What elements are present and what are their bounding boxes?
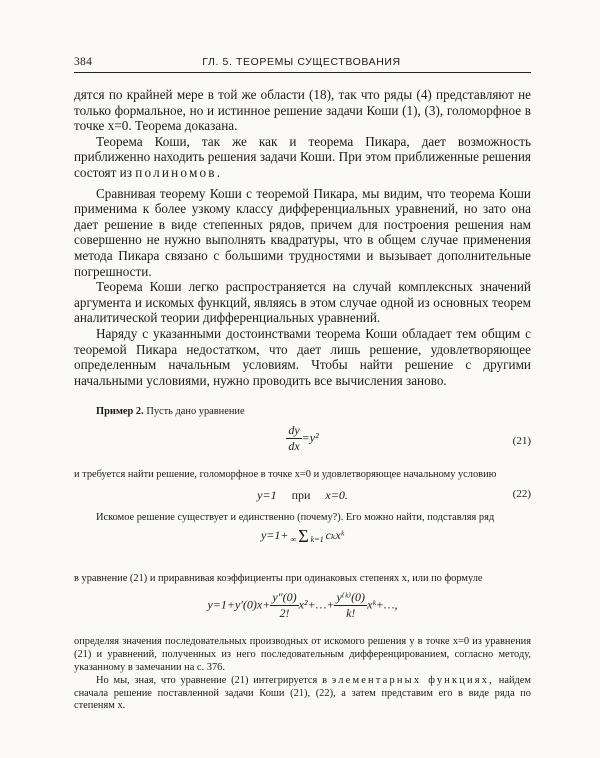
example-text-derivatives: определяя значения последовательных производных от искомого решения y в точке x=0 из уравнения (21) и уравнений, полученных из него последовательным дифференцированием, согласно методу, указанному в замечании на с. 376. [74,635,531,673]
running-header [74,56,531,68]
series-formula: y=1+ ∞ Σ k=1 cₖxᵏ [260,526,345,546]
paragraph-continued: дятся по крайней мере в той же области (18), так что ряды (4) представляют не только формальное, но и истинное решение задачи Коши (1), (3), голоморфное в точке x=0. Теорема доказана. [74,87,531,134]
example-text-condition: и требуется найти решение, голоморфное в точке x=0 и удовлетворяющее начальному условию [74,469,497,481]
equation-21: $\frac{dy}{dx}$ =y² (21) [288,423,531,454]
equation-number-21: (21) [512,435,531,448]
example-text-taylor: в уравнение (21) и приравнивая коэффициенты при одинаковых степенях x, или по формуле [74,573,483,584]
example-closing: Но мы, зная, что уравнение (21) интегрируется в элементарных функциях, найдем сначала решение поставленной задачи Коши (21), (22), а затем представим его в виде ряда по степеням x. [74,674,531,712]
header-rule [74,72,531,73]
paragraph-comparison: Сравнивая теорему Коши с теоремой Пикара, мы видим, что теорема Коши применима к более узкому классу дифференциальных уравнений, но зато она дает решение в виде степенных рядов, причем для построения решения нам совершенно не нужно выполнять квадратуры, что в общем случае применения метода Пикара связано с большими трудностями и вызывает дополнительные погрешности. [74,185,531,279]
chapter-title: ГЛ. 5. ТЕОРЕМЫ СУЩЕСТВОВАНИЯ [202,56,401,68]
fraction-second-derivative: $\frac{y''(0)}{2!}$ [272,589,297,620]
sum-operator: ∞ Σ k=1 [290,526,324,546]
book-page [74,56,531,713]
fraction-dy-dx: $\frac{dy}{dx}$ [288,423,300,454]
equation-number-22: (22) [512,488,531,501]
emphasis-elementary-functions: элементарных функциях, [331,674,494,686]
example-text-series: Искомое решение существует и единственно (почему?). Его можно найти, подставляя ряд [96,512,495,524]
page-number: 384 [74,56,93,68]
paragraph-complex: Теорема Коши легко распространяется на случай комплексных значений аргумента и искомых функций, являясь в этом случае одной из основных теорем аналитической теории дифференциальных уравнений. [74,279,531,326]
equation-22: y=1 при x=0. (22) [257,488,531,503]
paragraph-drawback: Наряду с указанными достоинствами теорема Коши обладает тем общим с теоремой Пикара недостатком, что дает лишь решение, удовлетворяющее определенным начальным условиям. Чтобы найти решение с другими начальными условиями, нужно проводить все вычисления заново. [74,325,531,388]
taylor-formula: y=1+y′(0)x+ $\frac{y''(0)}{2!}$ x²+…+ $\frac{\text{y⁽ᵏ⁾(0)}}{k!}$ xᵏ+…, [207,589,398,620]
paragraph-cauchy-approx: Теорема Коши, так же как и теорема Пикара, дает возможность приближенно находить решения задачи Коши. При этом приближенные решения состоят из полиномов. [74,133,531,180]
example-intro: Пример 2. Пусть дано уравнение [96,406,245,418]
emphasis-polynomials: полиномов [135,164,217,180]
example-label: Пример 2. [96,406,144,418]
fraction-kth-derivative: $\frac{\text{y⁽ᵏ⁾(0)}}{k!}$ [336,589,366,620]
